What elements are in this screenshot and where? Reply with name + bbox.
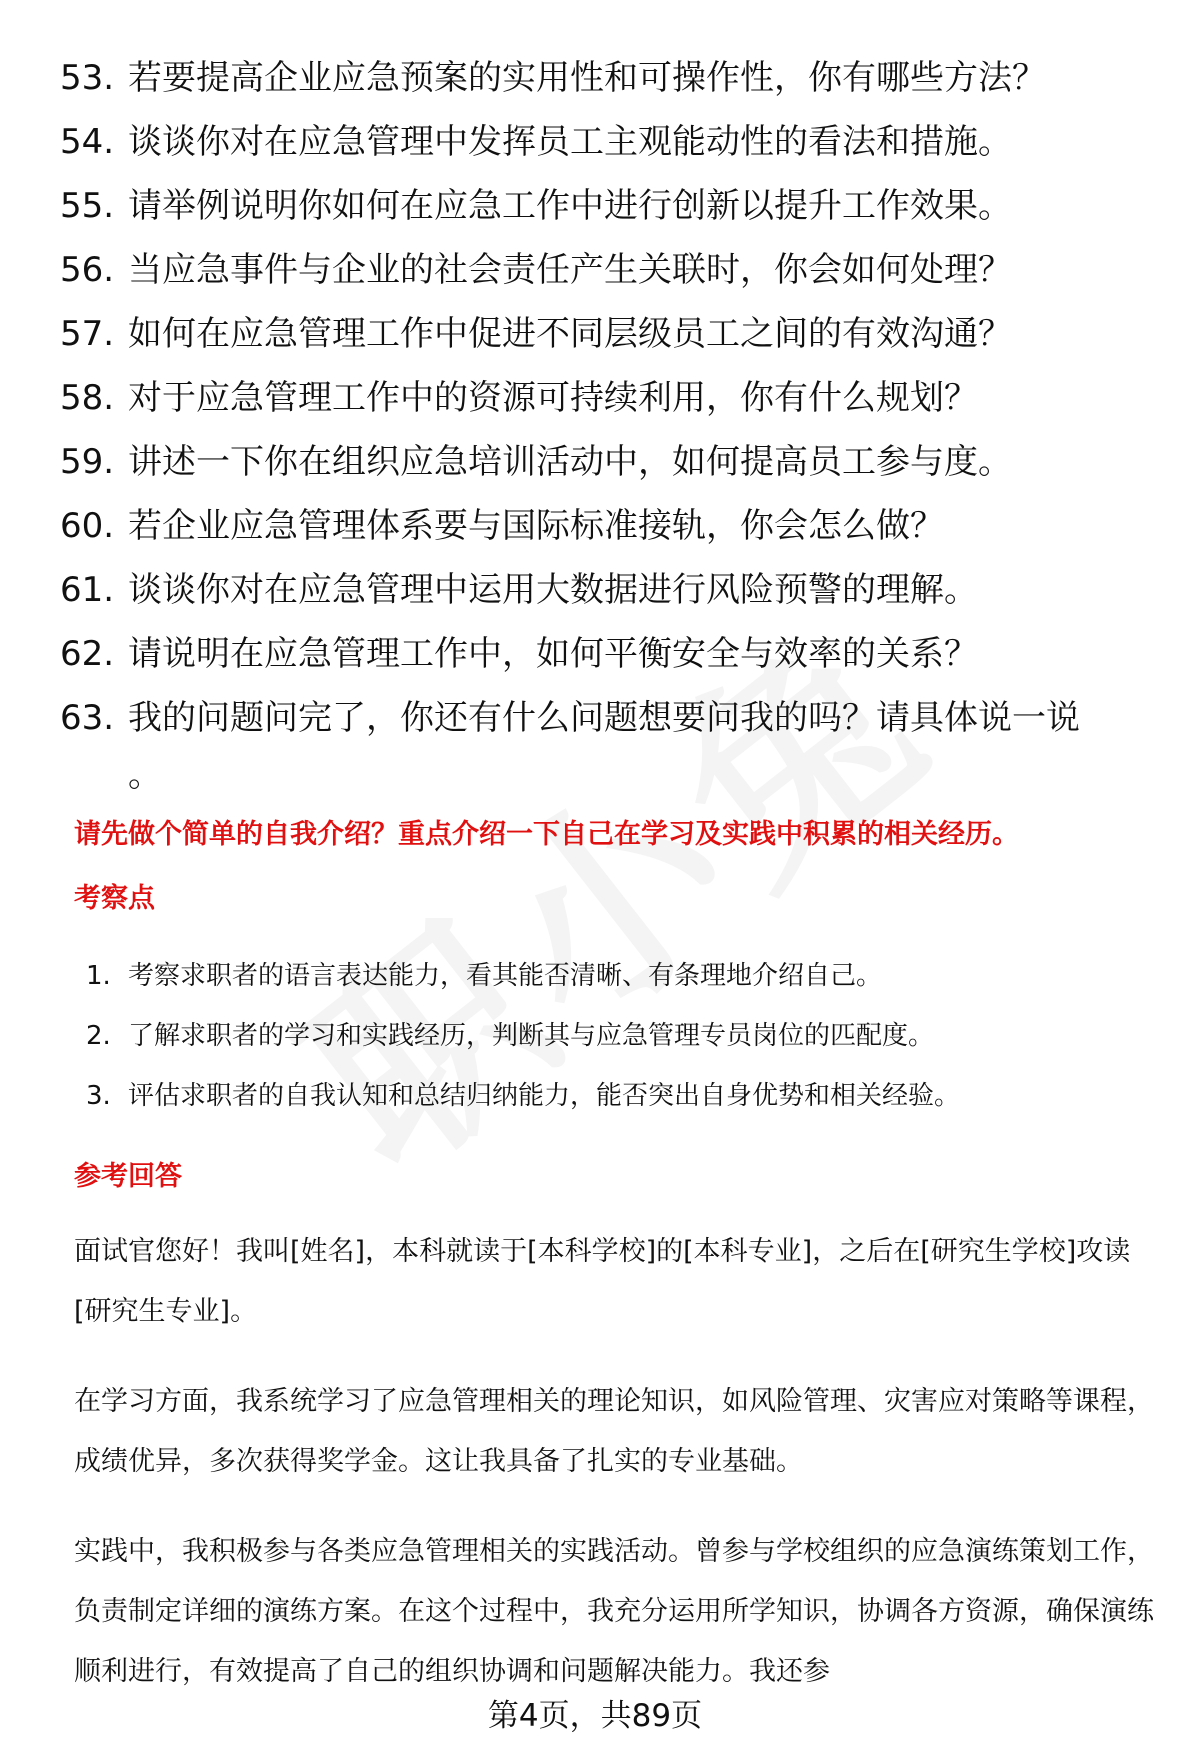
point-number: 3. bbox=[86, 1081, 111, 1111]
question-item bbox=[60, 430, 1160, 494]
point-text: 了解求职者的学习和实践经历，判断其与应急管理专员岗位的匹配度。 bbox=[128, 1021, 935, 1051]
question-item bbox=[60, 686, 1160, 800]
question-text: 谈谈你对在应急管理中发挥员工主观能动性的看法和措施。 bbox=[128, 122, 1012, 162]
question-text: 请说明在应急管理工作中，如何平衡安全与效率的关系？ bbox=[128, 634, 978, 674]
question-text: 当应急事件与企业的社会责任产生关联时，你会如何处理？ bbox=[128, 250, 1012, 290]
answer-paragraph: 实践中，我积极参与各类应急管理相关的实践活动。曾参与学校组织的应急演练策划工作，负责制定详细的演练方案。在这个过程中，我充分运用所学知识，协调各方资源，确保演练顺利进行，有效提高了自己的组织协调和问题解决能力。我还参 bbox=[74, 1536, 1154, 1687]
question-number: 58. bbox=[60, 378, 115, 418]
point-number: 2. bbox=[86, 1021, 111, 1051]
question-text-wrapper bbox=[128, 686, 1160, 800]
question-text: 如何在应急管理工作中促进不同层级员工之间的有效沟通？ bbox=[128, 314, 1012, 354]
answer-paragraph: 面试官您好！我叫[姓名]，本科就读于[本科学校]的[本科专业]，之后在[研究生学校]攻读[研究生专业]。 bbox=[74, 1236, 1131, 1327]
page-number: 第4页，共89页 bbox=[487, 1698, 703, 1734]
point-number: 1. bbox=[86, 961, 111, 991]
question-text: 我的问题问完了，你还有什么问题想要问我的吗？请具体说一说 bbox=[128, 698, 1080, 738]
question-item bbox=[60, 238, 1160, 302]
question-item bbox=[60, 302, 1160, 366]
question-text: 对于应急管理工作中的资源可持续利用，你有什么规划？ bbox=[128, 378, 978, 418]
question-item bbox=[60, 366, 1160, 430]
question-number: 56. bbox=[60, 250, 115, 290]
question-number: 54. bbox=[60, 122, 115, 162]
question-number: 60. bbox=[60, 506, 115, 546]
question-item bbox=[60, 558, 1160, 622]
question-item bbox=[60, 110, 1160, 174]
question-text: 讲述一下你在组织应急培训活动中，如何提高员工参与度。 bbox=[128, 442, 1012, 482]
question-item bbox=[60, 622, 1160, 686]
question-text: 请举例说明你如何在应急工作中进行创新以提升工作效果。 bbox=[128, 186, 1012, 226]
point-item bbox=[86, 1066, 1176, 1126]
question-text: 谈谈你对在应急管理中运用大数据进行风险预警的理解。 bbox=[128, 570, 978, 610]
question-item bbox=[60, 174, 1160, 238]
question-item bbox=[60, 494, 1160, 558]
question-number: 61. bbox=[60, 570, 115, 610]
point-text: 评估求职者的自我认知和总结归纳能力，能否突出自身优势和相关经验。 bbox=[128, 1081, 961, 1111]
point-text: 考察求职者的语言表达能力，看其能否清晰、有条理地介绍自己。 bbox=[128, 961, 883, 991]
points-list bbox=[86, 946, 1176, 1126]
question-number: 57. bbox=[60, 314, 115, 354]
answer-paragraph: 在学习方面，我系统学习了应急管理相关的理论知识，如风险管理、灾害应对策略等课程，成绩优异，多次获得奖学金。这让我具备了扎实的专业基础。 bbox=[74, 1386, 1154, 1477]
interview-question: 请先做个简单的自我介绍？重点介绍一下自己在学习及实践中积累的相关经历。 bbox=[74, 819, 1019, 850]
question-number: 53. bbox=[60, 58, 115, 98]
question-number: 59. bbox=[60, 442, 115, 482]
question-text: 若要提高企业应急预案的实用性和可操作性，你有哪些方法？ bbox=[128, 58, 1046, 98]
question-number: 62. bbox=[60, 634, 115, 674]
question-text-tail: 。 bbox=[128, 755, 162, 795]
question-text: 若企业应急管理体系要与国际标准接轨，你会怎么做？ bbox=[128, 506, 944, 546]
points-heading: 考察点 bbox=[74, 883, 155, 914]
question-number: 55. bbox=[60, 186, 115, 226]
question-list bbox=[60, 46, 1160, 800]
answer-heading: 参考回答 bbox=[74, 1161, 182, 1192]
point-item bbox=[86, 1006, 1176, 1066]
question-item bbox=[60, 46, 1160, 110]
point-item bbox=[86, 946, 1176, 1006]
question-number: 63. bbox=[60, 698, 115, 738]
